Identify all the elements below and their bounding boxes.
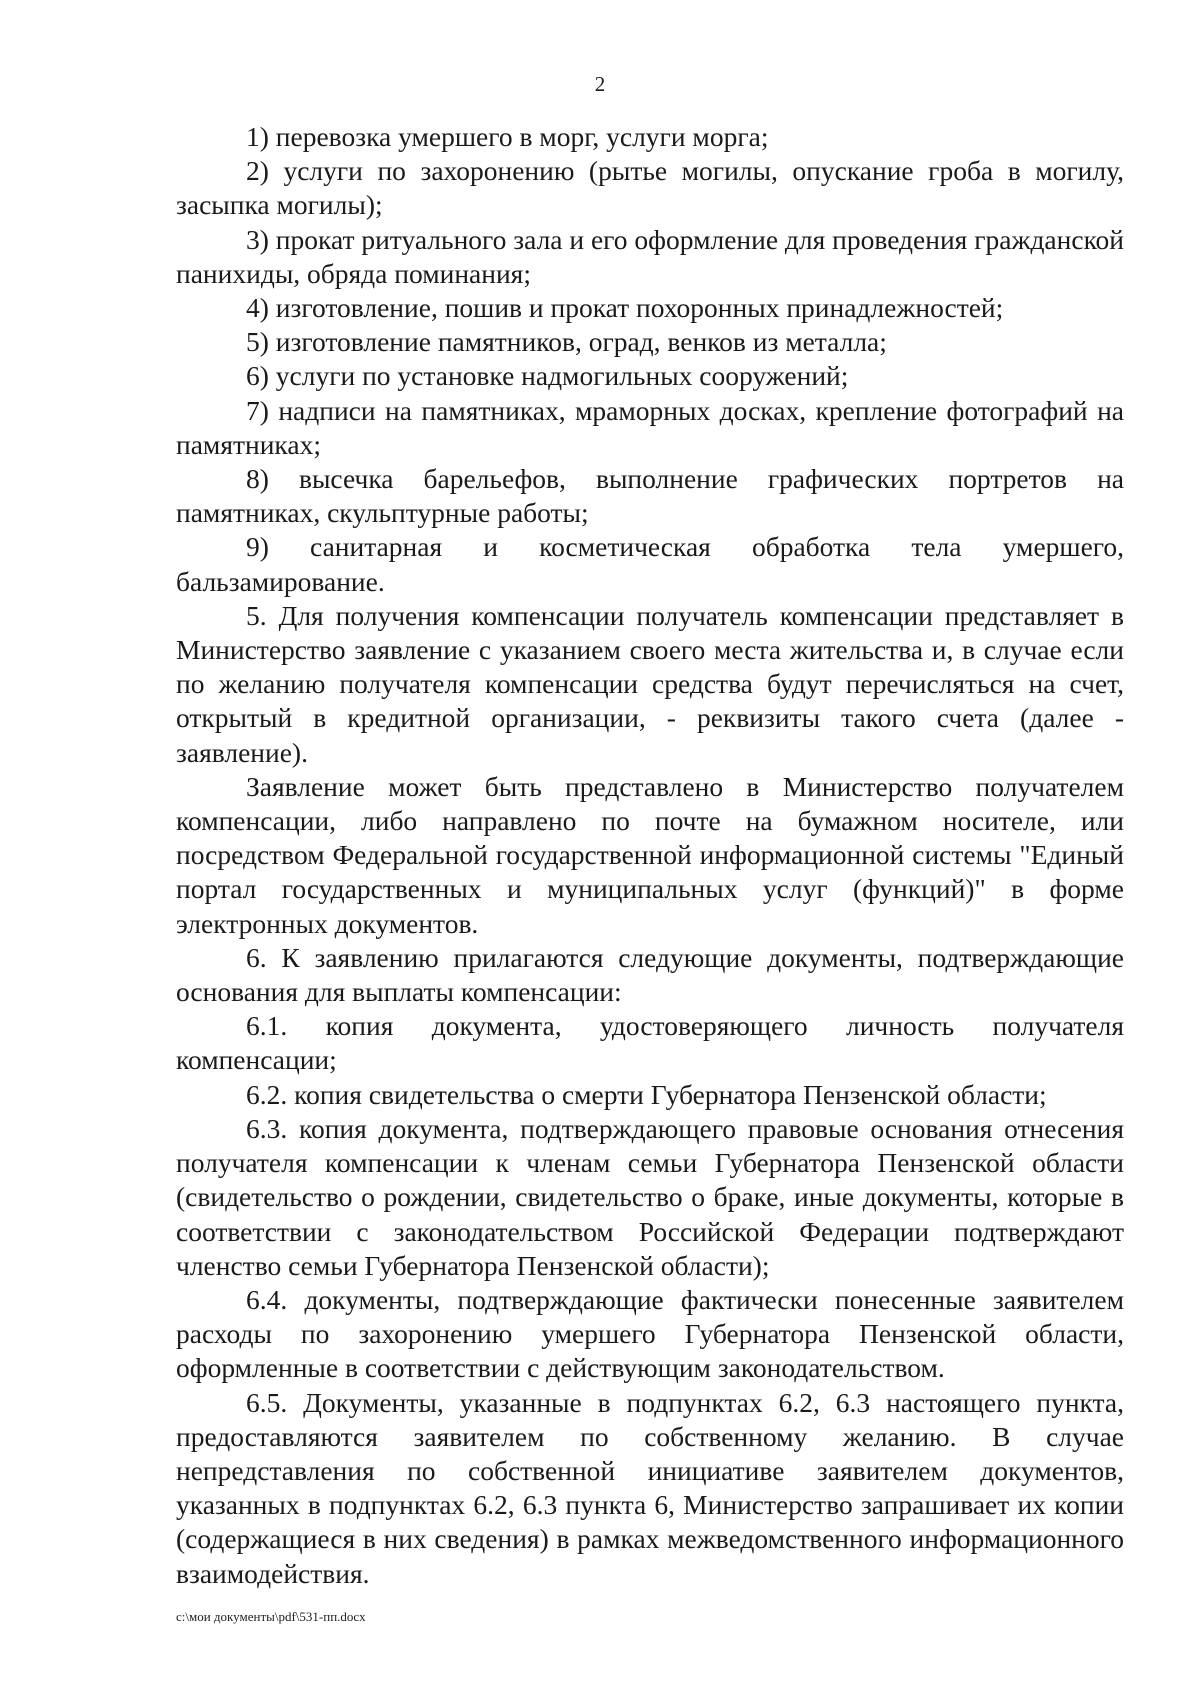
paragraph: 6.1. копия документа, удостоверяющего личность получателя компенсации; bbox=[176, 1010, 1124, 1076]
paragraph: 6. К заявлению прилагаются следующие документы, подтверждающие основания для выплаты компенсации: bbox=[176, 941, 1124, 1008]
paragraph: 4) изготовление, пошив и прокат похоронных принадлежностей; bbox=[246, 292, 1004, 324]
paragraph: 6.5. Документы, указанные в подпунктах 6.2, 6.3 настоящего пункта, предоставляются заявителем по собственному желанию. В случае непредставления по собственной инициативе заявителем документов, указанных в подпунктах 6.2, 6.3 пункта 6, Министерство запрашивает их копии (содержащиеся в них сведения) в рамках межведомственного информационного взаимодействия. bbox=[176, 1386, 1124, 1589]
paragraph: 7) надписи на памятниках, мраморных досках, крепление фотографий на памятниках; bbox=[176, 394, 1124, 460]
footer-file-path: c:\мои документы\pdf\531-пп.docx bbox=[176, 1609, 366, 1624]
paragraph: 5) изготовление памятников, оград, венков из металла; bbox=[246, 326, 887, 358]
paragraph: 1) перевозка умершего в морг, услуги морга; bbox=[246, 121, 769, 152]
paragraph: Заявление может быть представлено в Министерство получателем компенсации, либо направлено по почте на бумажном носителе, или посредством Федеральной государственной информационной системы "Единый портал государственных и муниципальных услуг (функций)" в форме электронных документов. bbox=[176, 770, 1124, 939]
paragraph: 8) высечка барельефов, выполнение графических портретов на памятниках, скульптурные работы; bbox=[176, 463, 1124, 529]
document-body bbox=[176, 120, 1124, 1591]
paragraph: 5. Для получения компенсации получатель компенсации представляет в Министерство заявление с указанием своего места жительства и, в случае если по желанию получателя компенсации средства будут перечисляться на счет, открытый в кредитной организации, - реквизиты такого счета (далее - заявление). bbox=[176, 599, 1124, 768]
paragraph: 6.2. копия свидетельства о смерти Губернатора Пензенской области; bbox=[246, 1078, 1047, 1110]
paragraph: 6.3. копия документа, подтверждающего правовые основания отнесения получателя компенсации к членам семьи Губернатора Пензенской области (свидетельство о рождении, свидетельство о браке, иные документы, которые в соответствии с законодательством Российской Федерации подтверждают членство семьи Губернатора Пензенской области); bbox=[176, 1112, 1124, 1281]
paragraph: 2) услуги по захоронению (рытье могилы, опускание гроба в могилу, засыпка могилы); bbox=[176, 155, 1124, 221]
paragraph: 9) санитарная и косметическая обработка тела умершего, бальзамирование. bbox=[176, 531, 1124, 597]
paragraph: 3) прокат ритуального зала и его оформление для проведения гражданской панихиды, обряда поминания; bbox=[176, 223, 1124, 289]
paragraph: 6.4. документы, подтверждающие фактически понесенные заявителем расходы по захоронению умершего Губернатора Пензенской области, оформленные в соответствии с действующим законодательством. bbox=[176, 1283, 1124, 1384]
page-number: 2 bbox=[594, 72, 606, 96]
paragraph: 6) услуги по установке надмогильных сооружений; bbox=[246, 360, 849, 392]
